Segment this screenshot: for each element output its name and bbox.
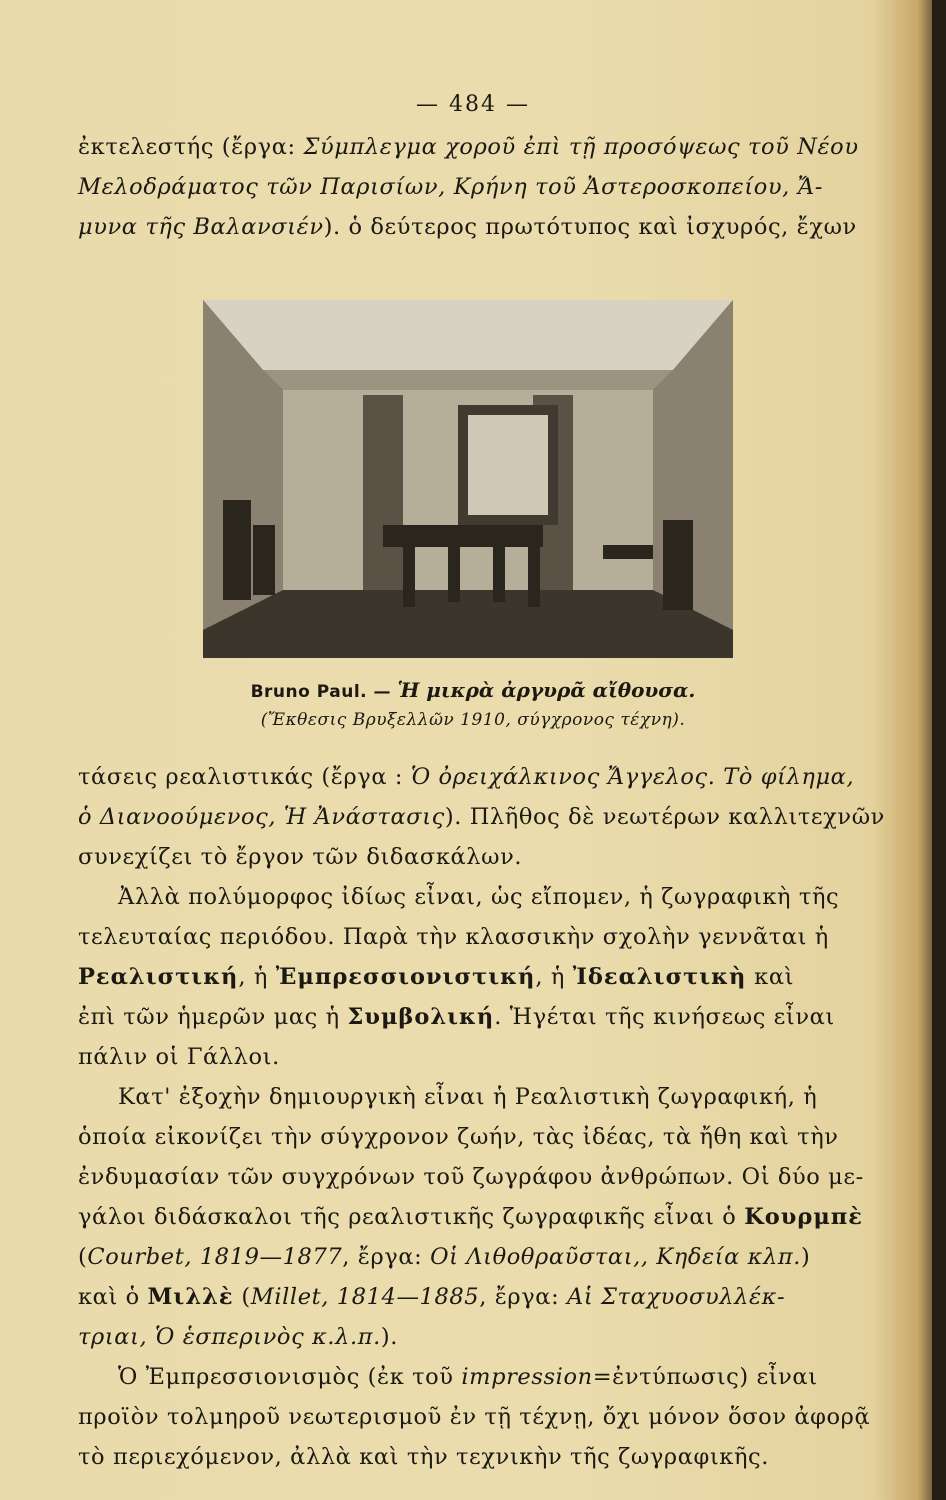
text-line: (Courbet, 1819—1877, ἔργα: Οἱ Λιθοθραῦσται,, Κηδεία κλπ.) bbox=[78, 1244, 811, 1270]
text-line: Ἀλλὰ πολύμορφος ἰδίως εἶναι, ὡς εἴπομεν, ἡ ζωγραφικὴ τῆς bbox=[118, 884, 840, 910]
text-line: καὶ ὁ Μιλλὲ (Millet, 1814—1885, ἔργα: Αἱ Σταχυοσυλλέκ- bbox=[78, 1284, 786, 1310]
text-line: τελευταίας περιόδου. Παρὰ τὴν κλασσικὴν σχολὴν γεννᾶται ἡ bbox=[78, 924, 829, 950]
interior-photograph bbox=[203, 300, 733, 658]
text-line: ἐπὶ τῶν ἡμερῶν μας ἡ Συμβολική. Ἡγέται τῆς κινήσεως εἶναι bbox=[78, 1004, 835, 1030]
text-line: Ὁ Ἐμπρεσσιονισμὸς (ἐκ τοῦ impression=ἐντύπωσις) εἶναι bbox=[118, 1364, 818, 1390]
text-line: Κατ' ἐξοχὴν δημιουργικὴ εἶναι ἡ Ρεαλιστικὴ ζωγραφική, ἡ bbox=[118, 1084, 818, 1110]
text-line: τάσεις ρεαλιστικάς (ἔργα : Ὁ ὀρειχάλκινος Ἄγγελος. Τὸ φίλημα, bbox=[78, 764, 855, 790]
text-line: μυνα τῆς Βαλανσιέν). ὁ δεύτερος πρωτότυπος καὶ ἰσχυρός, ἔχων bbox=[78, 214, 857, 240]
photo-caption: Bruno Paul. — Ἡ μικρὰ ἀργυρᾶ αἴθουσα. bbox=[250, 678, 696, 702]
text-line: γάλοι διδάσκαλοι τῆς ρεαλιστικῆς ζωγραφικῆς εἶναι ὁ Κουρμπὲ bbox=[78, 1204, 863, 1230]
text-line: ὁποία εἰκονίζει τὴν σύγχρονον ζωήν, τὰς ἰδέας, τὰ ἤθη καὶ τὴν bbox=[78, 1124, 839, 1150]
text-line: προϊὸν τολμηροῦ νεωτερισμοῦ ἐν τῇ τέχνῃ, ὄχι μόνον ὅσον ἀφορᾷ bbox=[78, 1404, 871, 1430]
text-line: Μελοδράματος τῶν Παρισίων, Κρήνη τοῦ Ἀστεροσκοπείου, Ἄ- bbox=[78, 174, 823, 200]
text-line: Ρεαλιστική, ἡ Ἐμπρεσσιονιστική, ἡ Ἰδεαλιστικὴ καὶ bbox=[78, 964, 795, 990]
text-line: τὸ περιεχόμενον, ἀλλὰ καὶ τὴν τεχνικὴν τῆς ζωγραφικῆς. bbox=[78, 1444, 769, 1470]
text-line: συνεχίζει τὸ ἔργον τῶν διδασκάλων. bbox=[78, 844, 523, 870]
text-line: ἐνδυμασίαν τῶν συγχρόνων τοῦ ζωγράφου ἀνθρώπων. Οἱ δύο με- bbox=[78, 1164, 864, 1190]
text-line: τριαι, Ὁ ἑσπερινὸς κ.λ.π.). bbox=[78, 1324, 399, 1350]
text-line: πάλιν οἱ Γάλλοι. bbox=[78, 1044, 280, 1070]
book-binding-edge bbox=[932, 0, 946, 1500]
page-number: — 484 — bbox=[416, 92, 530, 117]
text-line: ἐκτελεστής (ἔργα: Σύμπλεγμα χοροῦ ἐπὶ τῇ προσόψεως τοῦ Νέου bbox=[78, 134, 859, 160]
photo-caption-source: (Ἔκθεσις Βρυξελλῶν 1910, σύγχρονος τέχνη). bbox=[260, 710, 686, 730]
text-line: ὁ Διανοούμενος, Ἡ Ἀνάστασις). Πλῆθος δὲ νεωτέρων καλλιτεχνῶν bbox=[78, 804, 885, 830]
